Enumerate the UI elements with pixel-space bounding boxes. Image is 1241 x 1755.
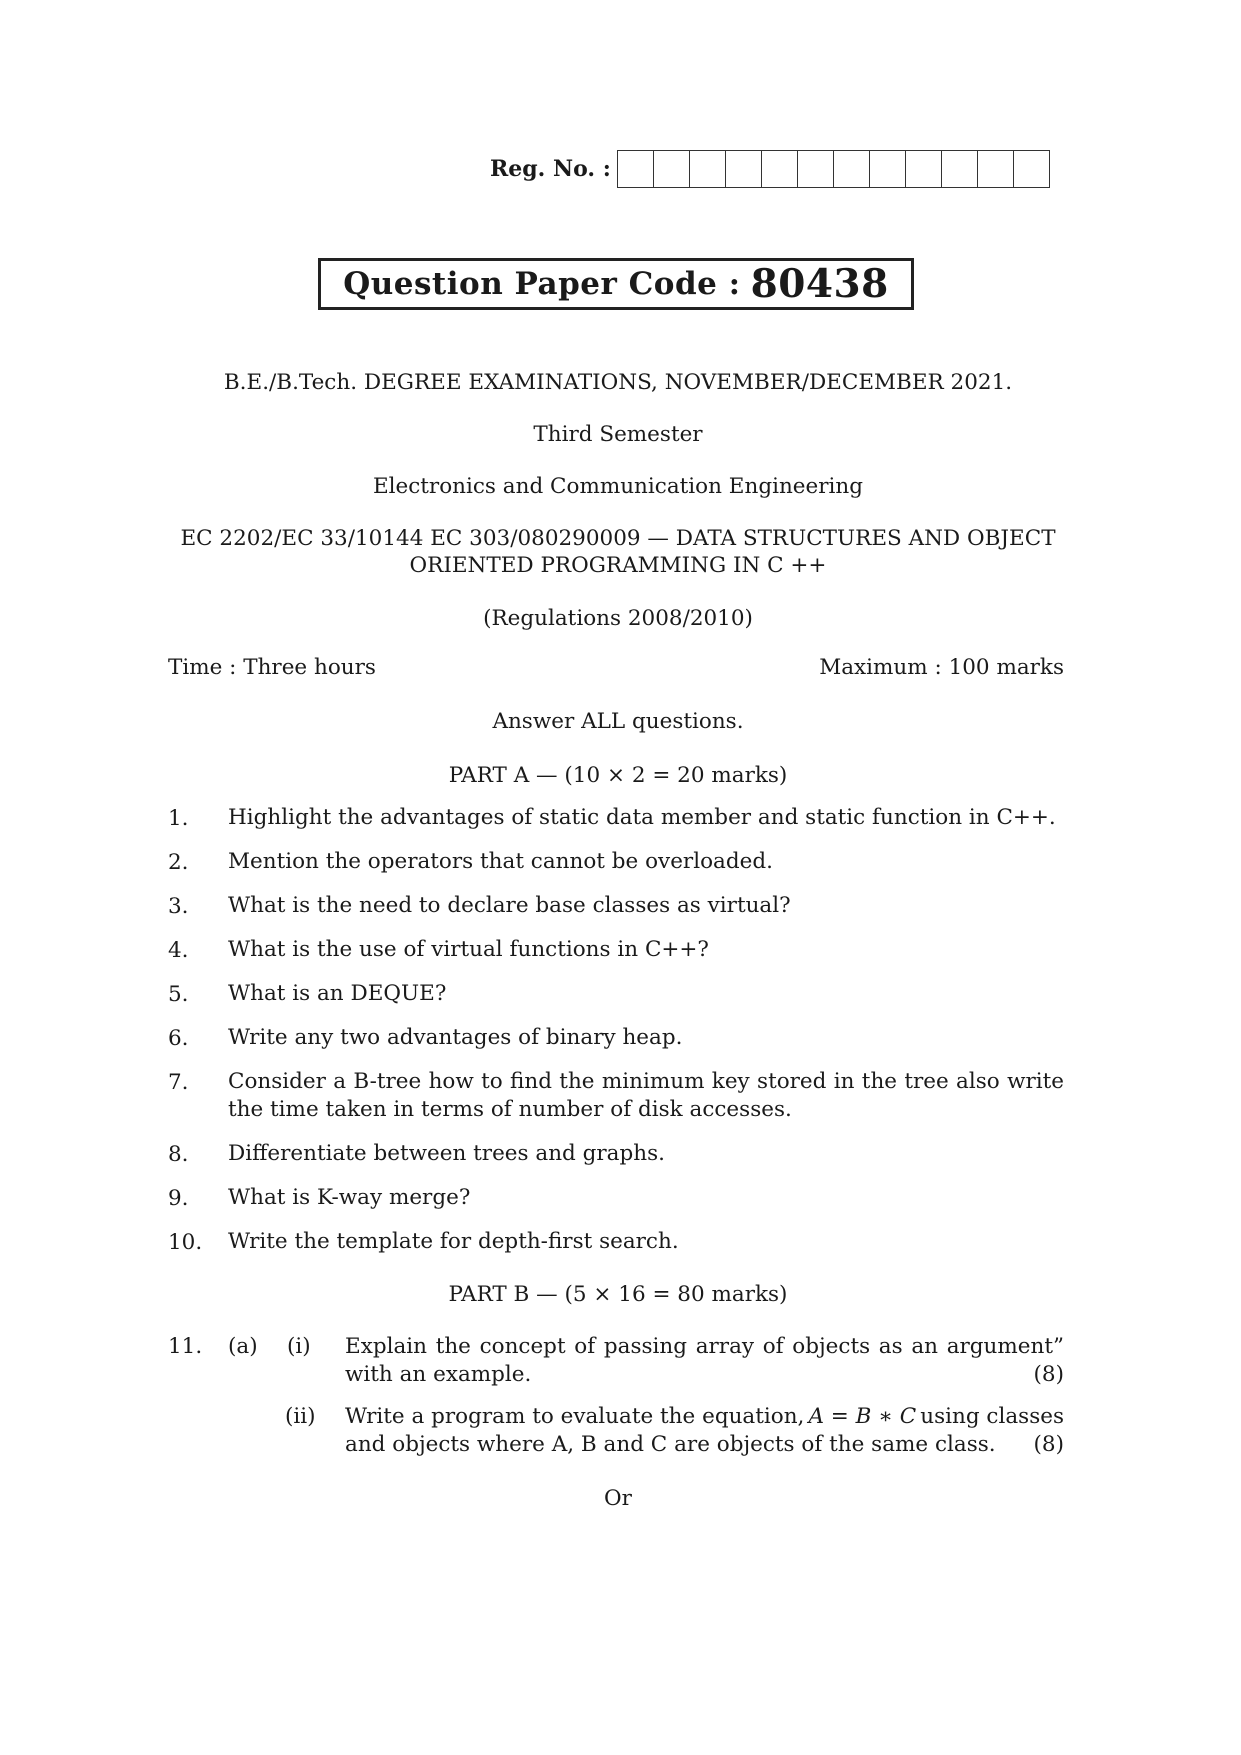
question-text: Highlight the advantages of static data member and static function in C++. xyxy=(228,805,1056,830)
reg-no-box[interactable] xyxy=(689,150,726,188)
reg-no-box[interactable] xyxy=(1013,150,1050,188)
question-number: 10. xyxy=(168,1230,203,1255)
question-option-label: (a) xyxy=(228,1334,258,1359)
subquestion-marks: (8) xyxy=(1033,1432,1064,1457)
equation: A = B ∗ C xyxy=(808,1404,917,1429)
question-paper-code-box xyxy=(318,258,914,310)
question-number: 1. xyxy=(168,806,189,831)
question-text: What is K-way merge? xyxy=(228,1185,471,1210)
question-text: Consider a B-tree how to find the minimum key stored in the tree also write xyxy=(228,1069,1064,1094)
subquestion-text-line: with an example. xyxy=(345,1362,532,1387)
reg-no-box[interactable] xyxy=(617,150,654,188)
subject-line-2: ORIENTED PROGRAMMING IN C ++ xyxy=(409,553,827,578)
question-text: What is an DEQUE? xyxy=(228,981,447,1006)
subquestion-label: (ii) xyxy=(285,1404,316,1429)
question-text: Write any two advantages of binary heap. xyxy=(228,1025,683,1050)
instruction: Answer ALL questions. xyxy=(492,709,744,734)
subquestion-text: Explain the concept of passing array of objects as an argument” xyxy=(345,1334,1064,1359)
question-number: 4. xyxy=(168,938,189,963)
question-text: What is the need to declare base classes as virtual? xyxy=(228,893,791,918)
subquestion-marks: (8) xyxy=(1033,1362,1064,1387)
subquestion-text-line: and objects where A, B and C are objects of the same class. xyxy=(345,1432,996,1457)
reg-no-boxes[interactable] xyxy=(618,150,1050,188)
time-allowed: Time : Three hours xyxy=(168,655,376,680)
reg-no-box[interactable] xyxy=(941,150,978,188)
reg-no-box[interactable] xyxy=(725,150,762,188)
reg-no-box[interactable] xyxy=(905,150,942,188)
question-text: Differentiate between trees and graphs. xyxy=(228,1141,665,1166)
semester: Third Semester xyxy=(533,422,703,447)
subquestion-text-continued xyxy=(345,1362,1064,1387)
reg-no-box[interactable] xyxy=(761,150,798,188)
subquestion-label: (i) xyxy=(287,1334,311,1359)
question-number: 6. xyxy=(168,1026,189,1051)
reg-no-box[interactable] xyxy=(869,150,906,188)
question-text: Mention the operators that cannot be overloaded. xyxy=(228,849,773,874)
question-number: 2. xyxy=(168,850,189,875)
question-number: 5. xyxy=(168,982,189,1007)
branch: Electronics and Communication Engineering xyxy=(372,474,864,499)
or-separator: Or xyxy=(604,1486,632,1511)
question-text-continued: the time taken in terms of number of disk accesses. xyxy=(228,1097,792,1122)
subquestion-text-part: using classes xyxy=(920,1404,1064,1429)
question-number: 11. xyxy=(168,1334,203,1359)
reg-no-label: Reg. No. : xyxy=(490,156,611,182)
question-number: 3. xyxy=(168,894,189,919)
question-number: 8. xyxy=(168,1142,189,1167)
subject-line-1: EC 2202/EC 33/10144 EC 303/080290009 — DATA STRUCTURES AND OBJECT xyxy=(180,526,1056,551)
reg-no-box[interactable] xyxy=(977,150,1014,188)
question-text: Write the template for depth-first search. xyxy=(228,1229,679,1254)
question-number: 9. xyxy=(168,1186,189,1211)
subquestion-text xyxy=(345,1404,1064,1429)
reg-no-box[interactable] xyxy=(653,150,690,188)
maximum-marks: Maximum : 100 marks xyxy=(819,655,1064,680)
paper-code-label: Question Paper Code : xyxy=(343,266,741,302)
reg-no-box[interactable] xyxy=(833,150,870,188)
question-text: What is the use of virtual functions in C++? xyxy=(228,937,709,962)
subquestion-text-continued xyxy=(345,1432,1064,1457)
paper-code-number: 80438 xyxy=(750,261,889,307)
subquestion-text-part: Write a program to evaluate the equation, xyxy=(345,1404,805,1429)
question-number: 7. xyxy=(168,1070,189,1095)
part-b-heading: PART B — (5 × 16 = 80 marks) xyxy=(448,1282,788,1307)
exam-title: B.E./B.Tech. DEGREE EXAMINATIONS, NOVEMBER/DECEMBER 2021. xyxy=(223,370,1013,395)
reg-no-box[interactable] xyxy=(797,150,834,188)
regulations: (Regulations 2008/2010) xyxy=(483,606,753,631)
part-a-heading: PART A — (10 × 2 = 20 marks) xyxy=(448,763,788,788)
